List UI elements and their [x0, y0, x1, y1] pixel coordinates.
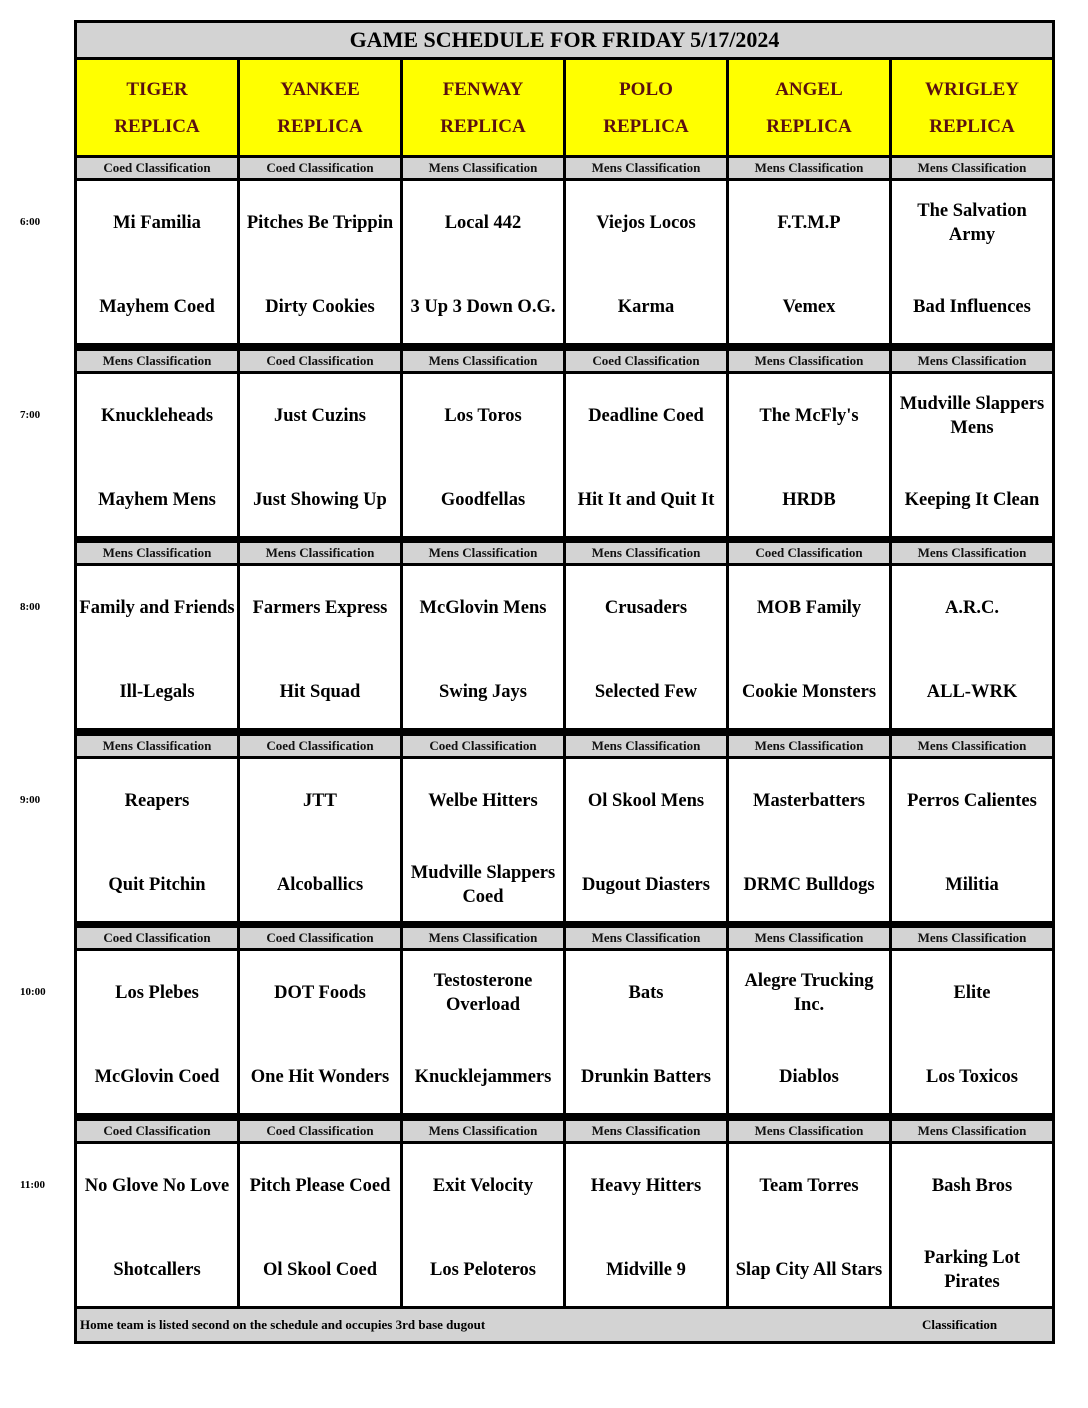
classification-label: Mens Classification — [892, 736, 1052, 756]
classification-label: Mens Classification — [892, 351, 1052, 371]
venue-header — [566, 60, 726, 155]
classification-label: Coed Classification — [240, 1121, 400, 1141]
classification-label: Mens Classification — [566, 1121, 726, 1141]
game-cell — [729, 951, 889, 1113]
game-cell — [566, 181, 726, 343]
home-team: Dirty Cookies — [265, 297, 375, 317]
home-team: Alcoballics — [276, 875, 364, 895]
classification-label: Coed Classification — [729, 543, 889, 563]
home-team: Selected Few — [594, 682, 698, 702]
game-cell — [892, 181, 1052, 343]
classification-label: Coed Classification — [240, 158, 400, 178]
home-team: Drunkin Batters — [580, 1067, 712, 1087]
away-team: A.R.C. — [945, 598, 999, 618]
time-label: 9:00 — [20, 794, 41, 806]
venue-sub: REPLICA — [766, 115, 852, 137]
classification-label: Coed Classification — [403, 736, 563, 756]
venue-sub: REPLICA — [277, 115, 363, 137]
venue-header — [729, 60, 889, 155]
game-cell — [240, 951, 400, 1113]
game-cell — [566, 566, 726, 728]
away-team: Deadline Coed — [588, 406, 704, 426]
game-cell — [729, 759, 889, 921]
away-team: Pitches Be Trippin — [246, 213, 394, 233]
classification-label: Mens Classification — [77, 351, 237, 371]
time-label: 6:00 — [20, 216, 41, 228]
home-team: Hit Squad — [279, 682, 361, 702]
game-cell — [403, 951, 563, 1113]
away-team: MOB Family — [756, 598, 862, 618]
venue-sub: REPLICA — [440, 115, 526, 137]
classification-label: Coed Classification — [77, 158, 237, 178]
classification-label: Mens Classification — [892, 158, 1052, 178]
away-team: Viejos Locos — [596, 213, 696, 233]
away-team: Exit Velocity — [432, 1176, 534, 1196]
classification-label: Mens Classification — [729, 158, 889, 178]
venue-name: WRIGLEY — [925, 78, 1019, 100]
venue-name: YANKEE — [280, 78, 360, 100]
away-team: Just Cuzins — [273, 406, 366, 426]
game-cell — [892, 951, 1052, 1113]
venue-header — [240, 60, 400, 155]
classification-label: Mens Classification — [729, 1121, 889, 1141]
classification-label: Mens Classification — [729, 928, 889, 948]
away-team: Crusaders — [604, 598, 688, 618]
away-team: Testosterone Overload — [433, 971, 533, 1015]
home-team: Midville 9 — [606, 1260, 686, 1280]
home-team: Militia — [945, 875, 999, 895]
venue-header — [403, 60, 563, 155]
classification-label: Mens Classification — [77, 736, 237, 756]
home-team: Slap City All Stars — [735, 1260, 883, 1280]
away-team: Perros Calientes — [907, 791, 1037, 811]
away-team: DOT Foods — [274, 983, 366, 1003]
classification-legend: Classification — [922, 1317, 998, 1332]
away-team: Heavy Hitters — [590, 1176, 702, 1196]
home-team: Mayhem Coed — [99, 297, 215, 317]
classification-label: Coed Classification — [240, 351, 400, 371]
venue-name: POLO — [619, 78, 673, 100]
home-team: ALL-WRK — [926, 682, 1018, 702]
home-team: Ol Skool Coed — [262, 1260, 378, 1280]
time-label: 10:00 — [20, 986, 46, 998]
venue-name: TIGER — [126, 78, 188, 100]
game-cell — [240, 374, 400, 536]
home-team: HRDB — [782, 490, 836, 510]
classification-label: Mens Classification — [892, 1121, 1052, 1141]
home-team: Vemex — [782, 297, 836, 317]
game-cell — [240, 181, 400, 343]
home-team: Goodfellas — [440, 490, 526, 510]
away-team: Bash Bros — [931, 1176, 1013, 1196]
game-cell — [566, 374, 726, 536]
classification-label: Mens Classification — [77, 543, 237, 563]
classification-label: Mens Classification — [729, 351, 889, 371]
game-cell — [729, 566, 889, 728]
away-team: Masterbatters — [753, 791, 865, 811]
time-label: 8:00 — [20, 601, 41, 613]
away-team: The McFly's — [759, 406, 859, 426]
game-cell — [892, 1144, 1052, 1306]
home-team: Shotcallers — [113, 1260, 201, 1280]
away-team: Team Torres — [759, 1176, 859, 1196]
classification-label: Mens Classification — [566, 543, 726, 563]
game-cell — [892, 759, 1052, 921]
away-team: Local 442 — [444, 213, 522, 233]
away-team: F.T.M.P — [777, 213, 841, 233]
classification-label: Mens Classification — [403, 543, 563, 563]
away-team: Bats — [628, 983, 664, 1003]
home-team: Knucklejammers — [414, 1067, 552, 1087]
game-cell — [729, 1144, 889, 1306]
classification-label: Mens Classification — [566, 158, 726, 178]
away-team: Welbe Hitters — [428, 791, 538, 811]
classification-label: Coed Classification — [240, 736, 400, 756]
classification-label: Mens Classification — [566, 736, 726, 756]
away-team: Los Plebes — [115, 983, 199, 1003]
home-team: Mayhem Mens — [98, 490, 216, 510]
time-label: 11:00 — [20, 1179, 46, 1191]
classification-label: Coed Classification — [566, 351, 726, 371]
game-cell — [240, 1144, 400, 1306]
classification-label: Coed Classification — [77, 1121, 237, 1141]
game-cell — [403, 181, 563, 343]
home-team: Cookie Monsters — [741, 682, 877, 702]
venue-name: FENWAY — [442, 78, 524, 100]
classification-label: Mens Classification — [403, 158, 563, 178]
game-cell — [403, 566, 563, 728]
away-team: Ol Skool Mens — [587, 791, 705, 811]
home-team: DRMC Bulldogs — [743, 875, 875, 895]
home-team: Hit It and Quit It — [577, 490, 715, 510]
away-team: Farmers Express — [252, 598, 388, 618]
home-team: Swing Jays — [439, 682, 527, 702]
away-team: No Glove No Love — [84, 1176, 230, 1196]
home-team: Diablos — [779, 1067, 839, 1087]
away-team: McGlovin Mens — [419, 598, 547, 618]
game-cell — [77, 374, 237, 536]
away-team: Alegre Trucking Inc. — [744, 971, 874, 1015]
classification-label: Mens Classification — [240, 543, 400, 563]
classification-label: Mens Classification — [729, 736, 889, 756]
game-cell — [403, 374, 563, 536]
venue-header — [892, 60, 1052, 155]
classification-label: Mens Classification — [892, 543, 1052, 563]
away-team: Elite — [953, 983, 991, 1003]
away-team: JTT — [303, 791, 337, 811]
classification-label: Mens Classification — [403, 1121, 563, 1141]
home-team: Quit Pitchin — [108, 875, 206, 895]
classification-label: Coed Classification — [77, 928, 237, 948]
home-team: Mudville Slappers Coed — [410, 863, 556, 907]
venue-sub: REPLICA — [603, 115, 689, 137]
game-cell — [566, 1144, 726, 1306]
game-cell — [566, 759, 726, 921]
game-cell — [403, 1144, 563, 1306]
venue-name: ANGEL — [775, 78, 843, 100]
game-cell — [892, 374, 1052, 536]
schedule-title: GAME SCHEDULE FOR FRIDAY 5/17/2024 — [77, 23, 1052, 57]
game-cell — [240, 759, 400, 921]
venue-sub: REPLICA — [114, 115, 200, 137]
away-team: Los Toros — [444, 406, 522, 426]
home-team: McGlovin Coed — [94, 1067, 220, 1087]
away-team: Reapers — [124, 791, 190, 811]
classification-label: Mens Classification — [403, 351, 563, 371]
game-cell — [77, 1144, 237, 1306]
away-team: Pitch Please Coed — [249, 1176, 391, 1196]
away-team: Family and Friends — [79, 598, 235, 618]
game-cell — [729, 374, 889, 536]
time-label: 7:00 — [20, 409, 41, 421]
venue-header — [77, 60, 237, 155]
classification-label: Mens Classification — [403, 928, 563, 948]
home-team: Just Showing Up — [253, 490, 387, 510]
game-cell — [240, 566, 400, 728]
home-team: Parking Lot Pirates — [923, 1248, 1021, 1292]
home-team: Los Toxicos — [925, 1067, 1019, 1087]
home-team: Dugout Diasters — [582, 875, 710, 895]
home-team: Ill-Legals — [119, 682, 195, 702]
home-team: One Hit Wonders — [250, 1067, 390, 1087]
home-team-note: Home team is listed second on the schedule and occupies 3rd base dugout — [80, 1317, 486, 1332]
away-team: Knuckleheads — [100, 406, 214, 426]
game-cell — [892, 566, 1052, 728]
home-team: Keeping It Clean — [904, 490, 1040, 510]
game-cell — [403, 759, 563, 921]
schedule-footer — [77, 1309, 1052, 1341]
game-cell — [729, 181, 889, 343]
classification-label: Coed Classification — [240, 928, 400, 948]
game-cell — [77, 759, 237, 921]
classification-label: Mens Classification — [566, 928, 726, 948]
game-cell — [77, 181, 237, 343]
venue-sub: REPLICA — [929, 115, 1015, 137]
game-cell — [77, 566, 237, 728]
game-cell — [77, 951, 237, 1113]
away-team: Mi Familia — [113, 213, 201, 233]
home-team: Karma — [617, 297, 675, 317]
home-team: Los Peloteros — [429, 1260, 536, 1280]
home-team: Bad Influences — [913, 297, 1031, 317]
away-team: Mudville Slappers Mens — [899, 394, 1045, 438]
game-cell — [566, 951, 726, 1113]
classification-label: Mens Classification — [892, 928, 1052, 948]
schedule-sheet — [74, 20, 1055, 1344]
home-team: 3 Up 3 Down O.G. — [410, 297, 556, 317]
away-team: The Salvation Army — [917, 201, 1027, 245]
